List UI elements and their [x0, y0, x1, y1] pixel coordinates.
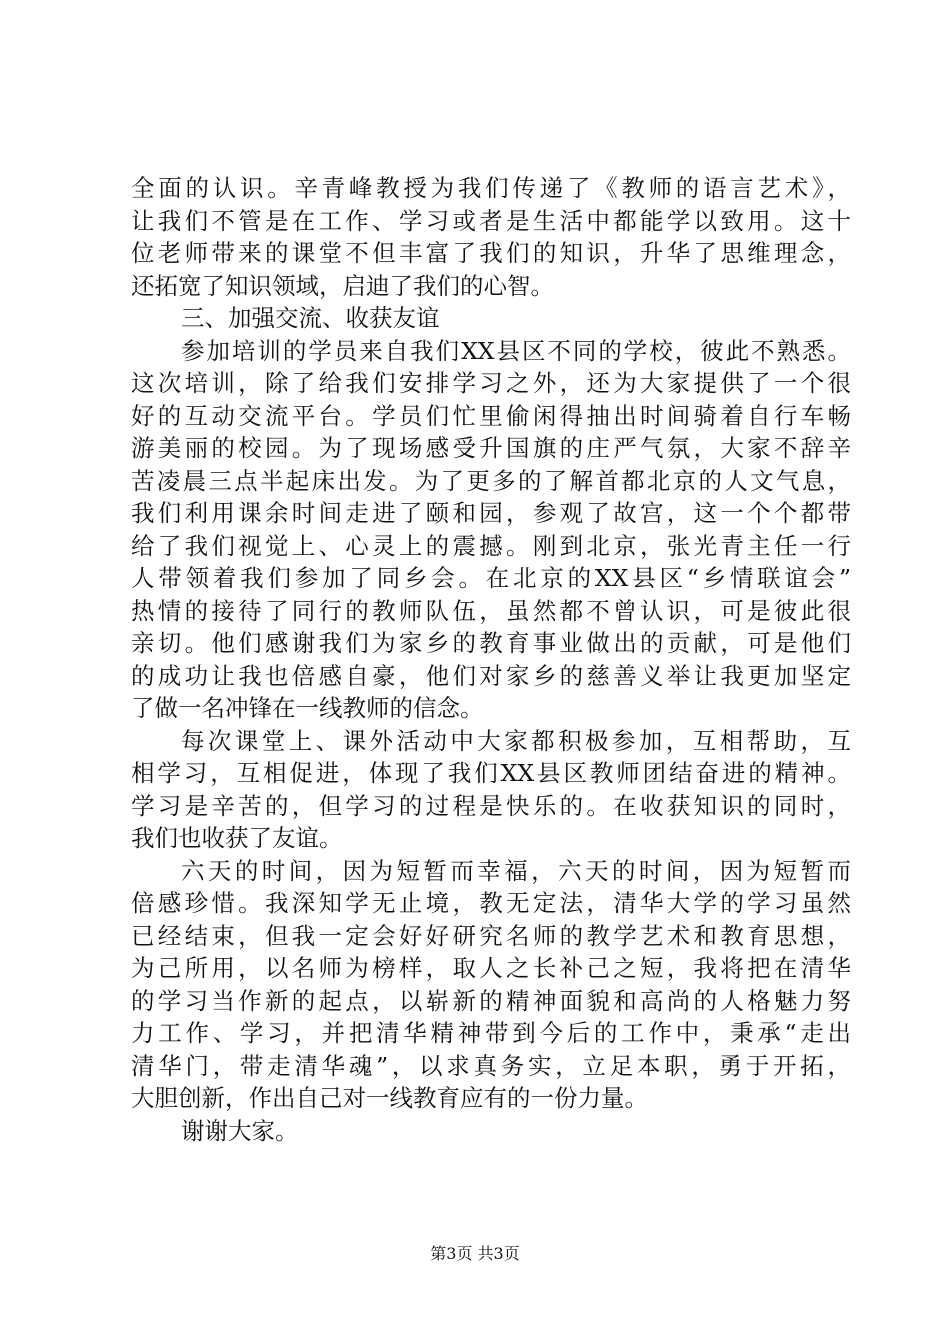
text-line: 热情的接待了同行的教师队伍，虽然都不曾认识，可是彼此很: [131, 596, 851, 625]
text-line: 我们也收获了友谊。: [131, 824, 343, 852]
text-line: 力工作、学习，并把清华精神带到今后的工作中，秉承“走出: [131, 1019, 851, 1047]
text-line: 了做一名冲锋在一线教师的信念。: [131, 694, 484, 722]
text-line: 清华门，带走清华魂”，以求真务实，立足本职，勇于开拓，: [131, 1051, 851, 1080]
page-footer: 第3页 共3页: [430, 1244, 520, 1263]
text-line: 已经结束，但我一定会好好研究名师的教学艺术和教育思想，: [131, 921, 851, 950]
text-line: 全面的认识。辛青峰教授为我们传递了《教师的语言艺术》，: [131, 174, 851, 202]
paragraph: [131, 335, 851, 725]
text-line: 我们利用课余时间走进了颐和园，参观了故宫，这一个个都带: [131, 499, 851, 527]
text-line: 大胆创新，作出自己对一线教育应有的一份力量。: [131, 1084, 648, 1112]
text-line: 三、加强交流、收获友谊: [181, 304, 440, 332]
text-line: 让我们不管是在工作、学习或者是生活中都能学以致用。这十: [131, 206, 851, 235]
paragraph: [131, 1115, 851, 1148]
text-line: 这次培训，除了给我们安排学习之外，还为大家提供了一个很: [131, 369, 851, 397]
body-text: [131, 172, 851, 1147]
text-line: 参加培训的学员来自我们XX县区不同的学校，彼此不熟悉。: [181, 336, 851, 365]
text-line: 给了我们视觉上、心灵上的震撼。刚到北京，张光青主任一行: [131, 531, 851, 560]
text-line: 相学习，互相促进，体现了我们XX县区教师团结奋进的精神。: [131, 759, 851, 787]
text-line: 游美丽的校园。为了现场感受升国旗的庄严气氛，大家不辞辛: [131, 434, 851, 462]
text-line: 还拓宽了知识领域，启迪了我们的心智。: [131, 271, 554, 300]
text-line: 的成功让我也倍感自豪，他们对家乡的慈善义举让我更加坚定: [131, 661, 851, 690]
text-line: 倍感珍惜。我深知学无止境，教无定法，清华大学的学习虽然: [131, 889, 851, 917]
paragraph: [131, 855, 851, 1115]
text-line: 学习是辛苦的，但学习的过程是快乐的。在收获知识的同时，: [131, 791, 851, 820]
paragraph: [131, 302, 851, 335]
text-line: 亲切。他们感谢我们为家乡的教育事业做出的贡献，可是他们: [131, 629, 851, 657]
text-line: 为己所用，以名师为榜样，取人之长补己之短，我将把在清华: [131, 954, 851, 982]
text-line: 苦凌晨三点半起床出发。为了更多的了解首都北京的人文气息，: [131, 466, 851, 495]
paragraph: [131, 172, 851, 302]
text-line: 每次课堂上、课外活动中大家都积极参加，互相帮助，互: [181, 726, 851, 755]
text-line: 好的互动交流平台。学员们忙里偷闲得抽出时间骑着自行车畅: [131, 401, 851, 430]
text-line: 谢谢大家。: [181, 1116, 299, 1145]
text-line: 六天的时间，因为短暂而幸福，六天的时间，因为短暂而: [181, 856, 851, 885]
text-line: 位老师带来的课堂不但丰富了我们的知识，升华了思维理念，: [131, 239, 851, 267]
text-line: 人带领着我们参加了同乡会。在北京的XX县区“乡情联谊会”: [131, 564, 851, 592]
text-line: 的学习当作新的起点，以崭新的精神面貌和高尚的人格魅力努: [131, 986, 851, 1015]
paragraph: [131, 725, 851, 855]
